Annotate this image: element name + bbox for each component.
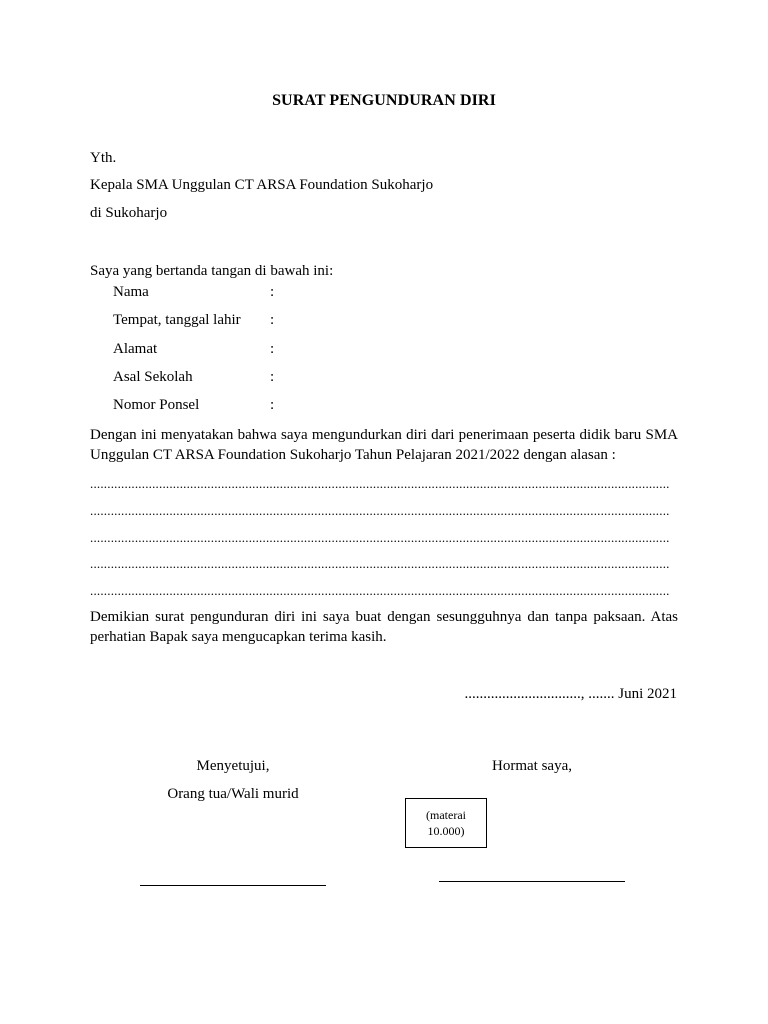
reason-line: ........................................................................................................................................................................ xyxy=(90,530,670,545)
field-label-asal-sekolah: Asal Sekolah xyxy=(113,369,193,385)
intro-text: Saya yang bertanda tangan di bawah ini: xyxy=(90,263,334,279)
recipient-name: Kepala SMA Unggulan CT ARSA Foundation Sukoharjo xyxy=(90,177,434,193)
sender-signature-line xyxy=(439,881,625,882)
recipient-salutation: Yth. xyxy=(90,150,117,166)
letter-date: ..............................., ....... Juni 2021 xyxy=(464,686,677,702)
reason-line: ........................................................................................................................................................................ xyxy=(90,556,670,571)
guardian-role: Orang tua/Wali murid xyxy=(167,786,299,802)
field-colon-alamat: : xyxy=(270,341,275,357)
field-colon-nama: : xyxy=(270,284,275,300)
statement-paragraph: Dengan ini menyatakan bahwa saya mengundurkan diri dari penerimaan peserta didik baru SMA Unggulan CT ARSA Foundation Sukoharjo Tahun Pelajaran 2021/2022 dengan alasan : xyxy=(90,427,678,463)
sender-heading: Hormat saya, xyxy=(492,758,572,774)
recipient-location: di Sukoharjo xyxy=(90,205,168,221)
closing-paragraph: Demikian surat pengunduran diri ini saya buat dengan sesungguhnya dan tanpa paksaan. Atas perhatian Bapak saya mengucapkan terima kasih. xyxy=(90,609,678,645)
letter-title: SURAT PENGUNDURAN DIRI xyxy=(272,92,496,109)
field-label-nama: Nama xyxy=(113,284,149,300)
field-label-ttl: Tempat, tanggal lahir xyxy=(113,312,241,328)
field-colon-asal-sekolah: : xyxy=(270,369,275,385)
field-colon-nomor-ponsel: : xyxy=(270,397,275,413)
approval-heading: Menyetujui, xyxy=(196,758,270,774)
stamp-label-line2: 10.000) xyxy=(427,824,465,838)
reason-line: ........................................................................................................................................................................ xyxy=(90,583,670,598)
reason-line: ........................................................................................................................................................................ xyxy=(90,503,670,518)
stamp-label-line1: (materai xyxy=(426,808,466,822)
stamp-duty-box xyxy=(405,798,487,848)
reason-line: ........................................................................................................................................................................ xyxy=(90,476,670,491)
field-colon-ttl: : xyxy=(270,312,275,328)
field-label-alamat: Alamat xyxy=(113,341,158,357)
guardian-signature-line xyxy=(140,885,326,886)
field-label-nomor-ponsel: Nomor Ponsel xyxy=(113,397,200,413)
